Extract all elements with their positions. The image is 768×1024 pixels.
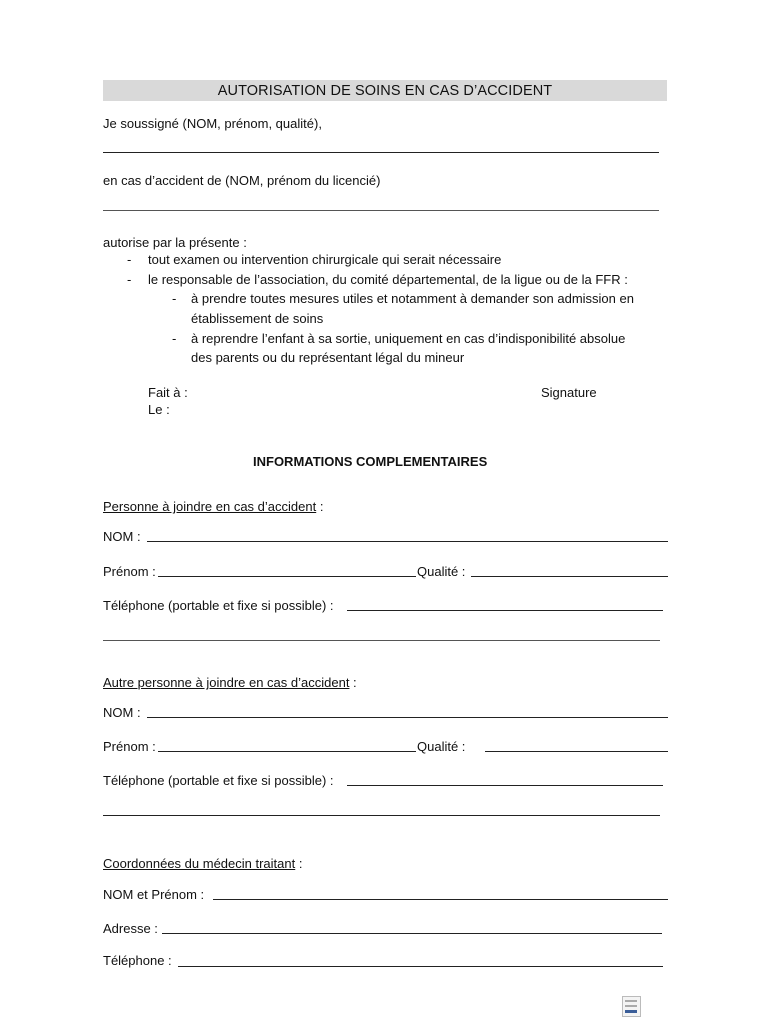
soussigne-label: Je soussigné (NOM, prénom, qualité), xyxy=(103,116,322,131)
contact1-heading-text: Personne à joindre en cas d’accident xyxy=(103,499,317,514)
contact2-nom-field[interactable] xyxy=(147,717,668,718)
contact2-telephone-label: Téléphone (portable et fixe si possible) : xyxy=(103,773,334,788)
logo-line xyxy=(625,1005,637,1007)
contact1-nom-field[interactable] xyxy=(147,541,668,542)
logo-band xyxy=(625,1010,637,1013)
medecin-adresse-field[interactable] xyxy=(162,933,662,934)
licencie-label: en cas d’accident de (NOM, prénom du licencié) xyxy=(103,173,381,188)
document-logo-icon xyxy=(622,996,641,1017)
contact2-extra-line[interactable] xyxy=(103,815,660,816)
medecin-telephone-label: Téléphone : xyxy=(103,953,172,968)
medecin-adresse-label: Adresse : xyxy=(103,921,158,936)
info-heading: INFORMATIONS COMPLEMENTAIRES xyxy=(253,454,488,469)
licencie-line[interactable] xyxy=(103,210,659,211)
autorise-subitem: des parents ou du représentant légal du mineur xyxy=(191,350,465,365)
contact2-heading-text: Autre personne à joindre en cas d’accident xyxy=(103,675,350,690)
bullet-dash: - xyxy=(127,272,132,287)
signature-label: Signature xyxy=(541,385,597,400)
contact1-heading xyxy=(103,499,323,515)
contact2-prenom-label: Prénom : xyxy=(103,739,156,754)
contact2-heading xyxy=(103,675,357,691)
bullet-dash: - xyxy=(172,291,177,306)
medecin-heading xyxy=(103,856,302,872)
contact2-prenom-field[interactable] xyxy=(158,751,416,752)
autorise-subitem: à reprendre l’enfant à sa sortie, uniquement en cas d’indisponibilité absolue xyxy=(191,331,626,346)
bullet-dash: - xyxy=(172,331,177,346)
medecin-heading-text: Coordonnées du médecin traitant xyxy=(103,856,296,871)
contact1-telephone-field[interactable] xyxy=(347,610,663,611)
contact2-qualite-label: Qualité : xyxy=(417,739,466,754)
medecin-nom-field[interactable] xyxy=(213,899,668,900)
contact2-qualite-field[interactable] xyxy=(485,751,668,752)
contact1-qualite-field[interactable] xyxy=(471,576,668,577)
contact1-telephone-label: Téléphone (portable et fixe si possible) : xyxy=(103,598,334,613)
contact1-prenom-field[interactable] xyxy=(158,576,416,577)
autorise-item: le responsable de l’association, du comité départemental, de la ligue ou de la FFR : xyxy=(148,272,628,287)
bullet-dash: - xyxy=(127,252,132,267)
contact1-nom-label: NOM : xyxy=(103,529,141,544)
contact1-heading-colon: : xyxy=(316,499,324,514)
contact2-heading-colon: : xyxy=(349,675,357,690)
fait-a-label: Fait à : xyxy=(148,385,188,400)
medecin-heading-colon: : xyxy=(295,856,303,871)
contact1-extra-line[interactable] xyxy=(103,640,660,641)
contact1-qualite-label: Qualité : xyxy=(417,564,466,579)
soussigne-line[interactable] xyxy=(103,152,659,153)
contact2-nom-label: NOM : xyxy=(103,705,141,720)
autorise-subitem: à prendre toutes mesures utiles et notamment à demander son admission en xyxy=(191,291,634,306)
autorise-heading: autorise par la présente : xyxy=(103,235,247,250)
medecin-telephone-field[interactable] xyxy=(178,966,663,967)
contact2-telephone-field[interactable] xyxy=(347,785,663,786)
le-label: Le : xyxy=(148,402,170,417)
contact1-prenom-label: Prénom : xyxy=(103,564,156,579)
page-title: AUTORISATION DE SOINS EN CAS D’ACCIDENT xyxy=(103,80,667,101)
logo-line xyxy=(625,1000,637,1002)
autorise-subitem: établissement de soins xyxy=(191,311,324,326)
autorise-item: tout examen ou intervention chirurgicale qui serait nécessaire xyxy=(148,252,502,267)
medecin-nom-label: NOM et Prénom : xyxy=(103,887,205,902)
